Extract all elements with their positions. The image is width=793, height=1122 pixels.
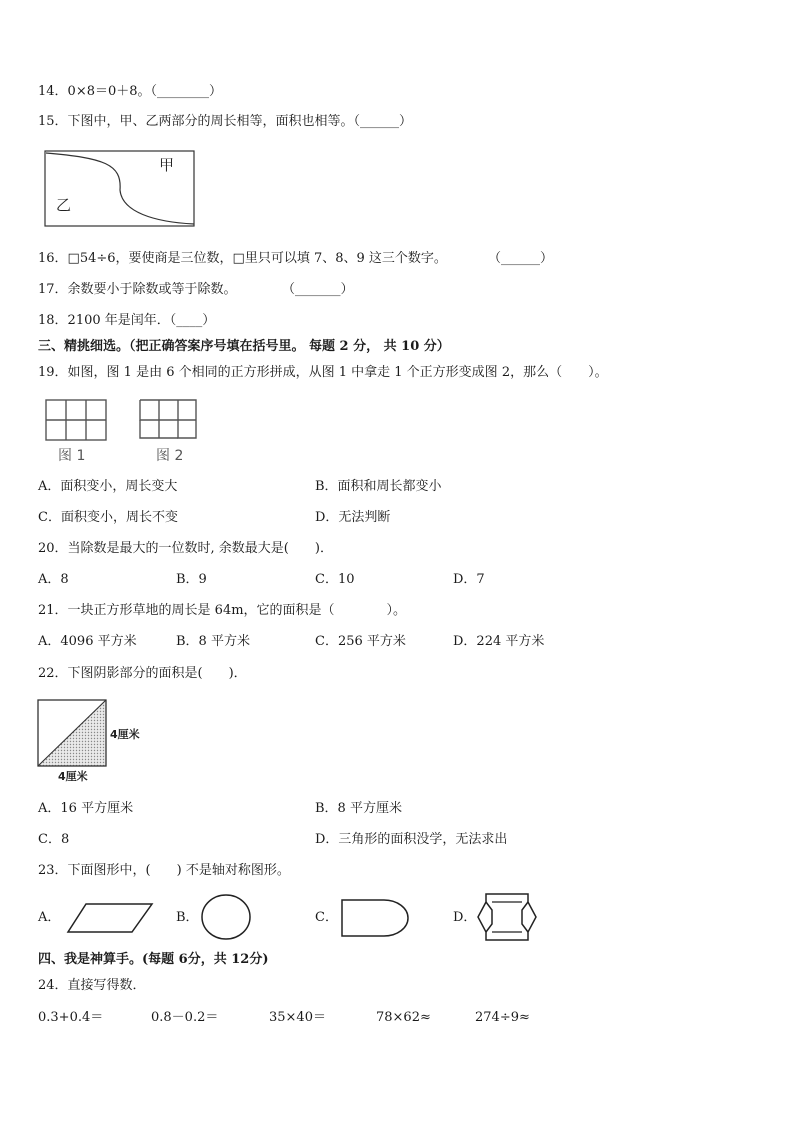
calc-item-3: 35×40＝ [269, 1010, 326, 1025]
label-jia: 甲 [159, 156, 175, 174]
question-23: 23．下面图形中，( ) 不是轴对称图形。 [38, 863, 290, 878]
calc-item-5: 274÷9≈ [475, 1010, 530, 1025]
option-19-c[interactable]: C．面积变小，周长不变 [38, 510, 178, 525]
side-length-label: 4厘米 [110, 728, 140, 741]
question-19: 19．如图，图 1 是由 6 个相同的正方形拼成，从图 1 中拿走 1 个正方形变成图 2，那么（ ）。 [38, 365, 608, 380]
question-21: 21．一块正方形草地的周长是 64m，它的面积是（ ）。 [38, 603, 407, 618]
figure-19-grids [44, 398, 204, 464]
figure-2-grid [140, 400, 196, 438]
figure-1-grid [46, 400, 106, 440]
bottom-length-label: 4厘米 [58, 770, 88, 783]
label-yi: 乙 [56, 196, 72, 214]
section-3-title: 三、精挑细选。（把正确答案序号填在括号里。 每题 2 分， 共 10 分） [38, 339, 450, 354]
figure-22-square [36, 698, 156, 784]
figure-1-label: 图 1 [58, 448, 86, 464]
option-23-d[interactable]: D． [453, 910, 477, 925]
option-20-b[interactable]: B．9 [176, 572, 207, 587]
answer-blank-16[interactable]: （______） [488, 251, 554, 266]
option-23-a[interactable]: A． [38, 910, 61, 925]
question-17: 17．余数要小于除数或等于除数。 [38, 282, 237, 297]
calc-item-1: 0.3+0.4＝ [38, 1010, 104, 1025]
calc-item-4: 78×62≈ [376, 1010, 431, 1025]
question-18: 18．2100 年是闰年．（____） [38, 313, 216, 328]
dome-shape [340, 898, 410, 938]
option-20-c[interactable]: C．10 [315, 572, 355, 587]
option-23-b[interactable]: B． [176, 910, 199, 925]
section-4-title: 四、我是神算手。(每题 6分，共 12分) [38, 952, 269, 967]
option-22-b[interactable]: B．8 平方厘米 [315, 801, 402, 816]
option-19-d[interactable]: D．无法判断 [315, 510, 391, 525]
option-19-a[interactable]: A．面积变小，周长变大 [38, 479, 178, 494]
answer-blank-17[interactable]: （_______） [282, 282, 354, 297]
option-22-c[interactable]: C．8 [38, 832, 70, 847]
calc-item-2: 0.8－0.2＝ [151, 1010, 219, 1025]
question-24: 24．直接写得数． [38, 978, 146, 993]
circle-shape [200, 893, 252, 941]
option-22-d[interactable]: D．三角形的面积没学，无法求出 [315, 832, 508, 847]
figure-2-label: 图 2 [156, 448, 184, 464]
option-20-d[interactable]: D．7 [453, 572, 485, 587]
question-15: 15．下图中，甲、乙两部分的周长相等，面积也相等。（______） [38, 114, 413, 129]
question-20: 20．当除数是最大的一位数时, 余数最大是( )． [38, 541, 333, 556]
option-21-b[interactable]: B．8 平方米 [176, 634, 250, 649]
option-20-a[interactable]: A．8 [38, 572, 69, 587]
double-arrow-shape [474, 890, 540, 944]
option-21-c[interactable]: C．256 平方米 [315, 634, 406, 649]
question-16: 16．□54÷6，要使商是三位数，□里只可以填 7、8、9 这三个数字。 [38, 251, 447, 266]
option-21-d[interactable]: D．224 平方米 [453, 634, 545, 649]
option-19-b[interactable]: B．面积和周长都变小 [315, 479, 442, 494]
option-23-c[interactable]: C． [315, 910, 338, 925]
figure-15-rectangle [44, 150, 196, 228]
parallelogram-shape [66, 902, 154, 934]
question-22: 22．下图阴影部分的面积是( )． [38, 666, 247, 681]
question-14: 14．0×8＝0＋8。（________） [38, 84, 223, 99]
option-21-a[interactable]: A．4096 平方米 [38, 634, 137, 649]
option-22-a[interactable]: A．16 平方厘米 [38, 801, 134, 816]
